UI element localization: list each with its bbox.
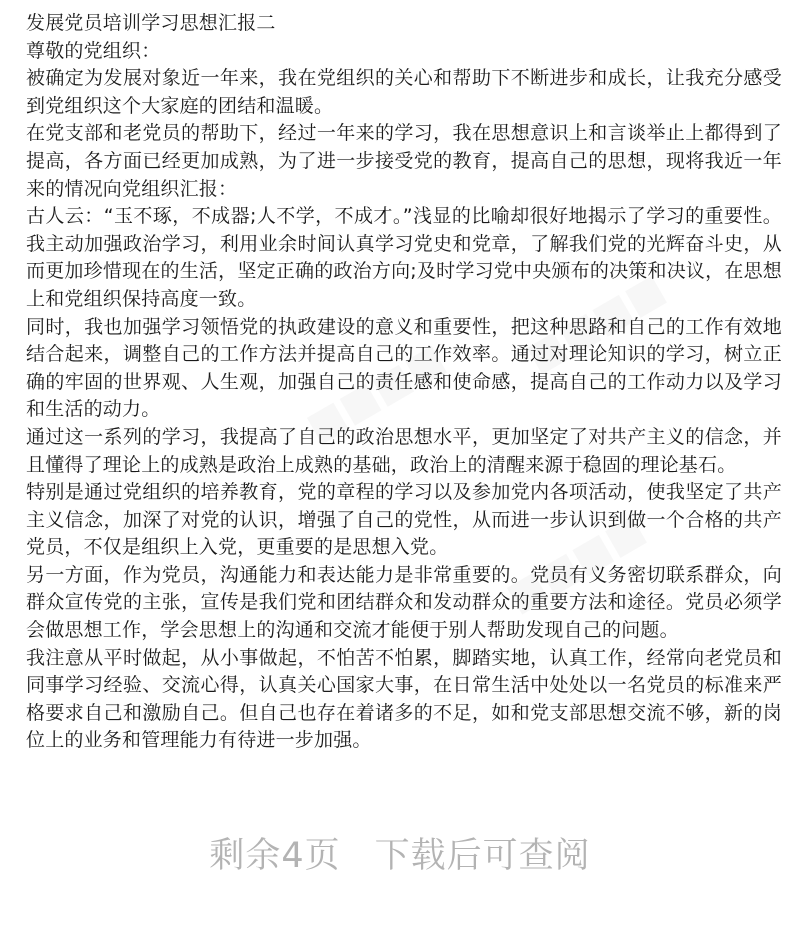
paragraph: 通过这一系列的学习，我提高了自己的政治思想水平，更加坚定了对共产主义的信念，并且懂得了理论上的成熟是政治上成熟的基础，政治上的清醒来源于稳固的理论基石。 <box>26 425 782 476</box>
paragraph: 特别是通过党组织的培养教育，党的章程的学习以及参加党内各项活动，使我坚定了共产主义信念，加深了对党的认识，增强了自己的党性，从而进一步认识到做一个合格的共产党员，不仅是组织上入党，更重要的是思想入党。 <box>26 481 782 559</box>
paragraph: 同时，我也加强学习领悟党的执政建设的意义和重要性，把这种思路和自己的工作有效地结合起来，调整自己的工作方法并提高自己的工作效率。通过对理论知识的学习，树立正确的牢固的世界观、人生观，加强自己的责任感和使命感，提高自己的工作动力以及学习和生活的动力。 <box>26 315 782 421</box>
remaining-pages-label: 剩余4页 <box>209 836 341 876</box>
paragraph: 另一方面，作为党员，沟通能力和表达能力是非常重要的。党员有义务密切联系群众，向群众宣传党的主张，宣传是我们党和团结群众和发动群众的重要方法和途径。党员必须学会做思想工作，学会思想上的沟通和交流才能便于别人帮助发现自己的问题。 <box>26 563 782 642</box>
watermark: ■■■■ <box>498 505 653 621</box>
download-hint-label: 下载后可查阅 <box>374 836 591 876</box>
paragraph: 被确定为发展对象近一年来，我在党组织的关心和帮助下不断进步和成长，让我充分感受到党组织这个大家庭的团结和温暖。 <box>26 67 782 117</box>
download-prompt[interactable] <box>0 828 800 878</box>
document-body <box>26 10 782 755</box>
watermark: ■■■■ <box>518 265 673 381</box>
watermark: ■■■■ <box>298 335 453 451</box>
paragraph: 古人云：“玉不琢，不成器;人不学，不成才。”浅显的比喻却很好地揭示了学习的重要性。我主动加强政治学习，利用业余时间认真学习党史和党章，了解我们党的光辉奋斗史，从而更加珍惜现在的生活，坚定正确的政治方向;及时学习党中央颁布的决策和决议，在思想上和党组织保持高度一致。 <box>26 205 782 310</box>
salutation: 尊敬的党组织： <box>26 39 161 62</box>
document-title: 发展党员培训学习思想汇报二 <box>26 12 276 34</box>
paragraph: 我注意从平时做起，从小事做起，不怕苦不怕累，脚踏实地，认真工作，经常向老党员和同事学习经验、交流心得，认真关心国家大事，在日常生活中处处以一名党员的标准来严格要求自己和激励自己。但自己也存在着诸多的不足，如和党支部思想交流不够，新的岗位上的业务和管理能力有待进一步加强。 <box>26 646 782 752</box>
paragraph: 在党支部和老党员的帮助下，经过一年来的学习，我在思想意识上和言谈举止上都得到了提高，各方面已经更加成熟，为了进一步接受党的教育，提高自己的思想，现将我近一年来的情况向党组织汇报： <box>26 122 782 200</box>
